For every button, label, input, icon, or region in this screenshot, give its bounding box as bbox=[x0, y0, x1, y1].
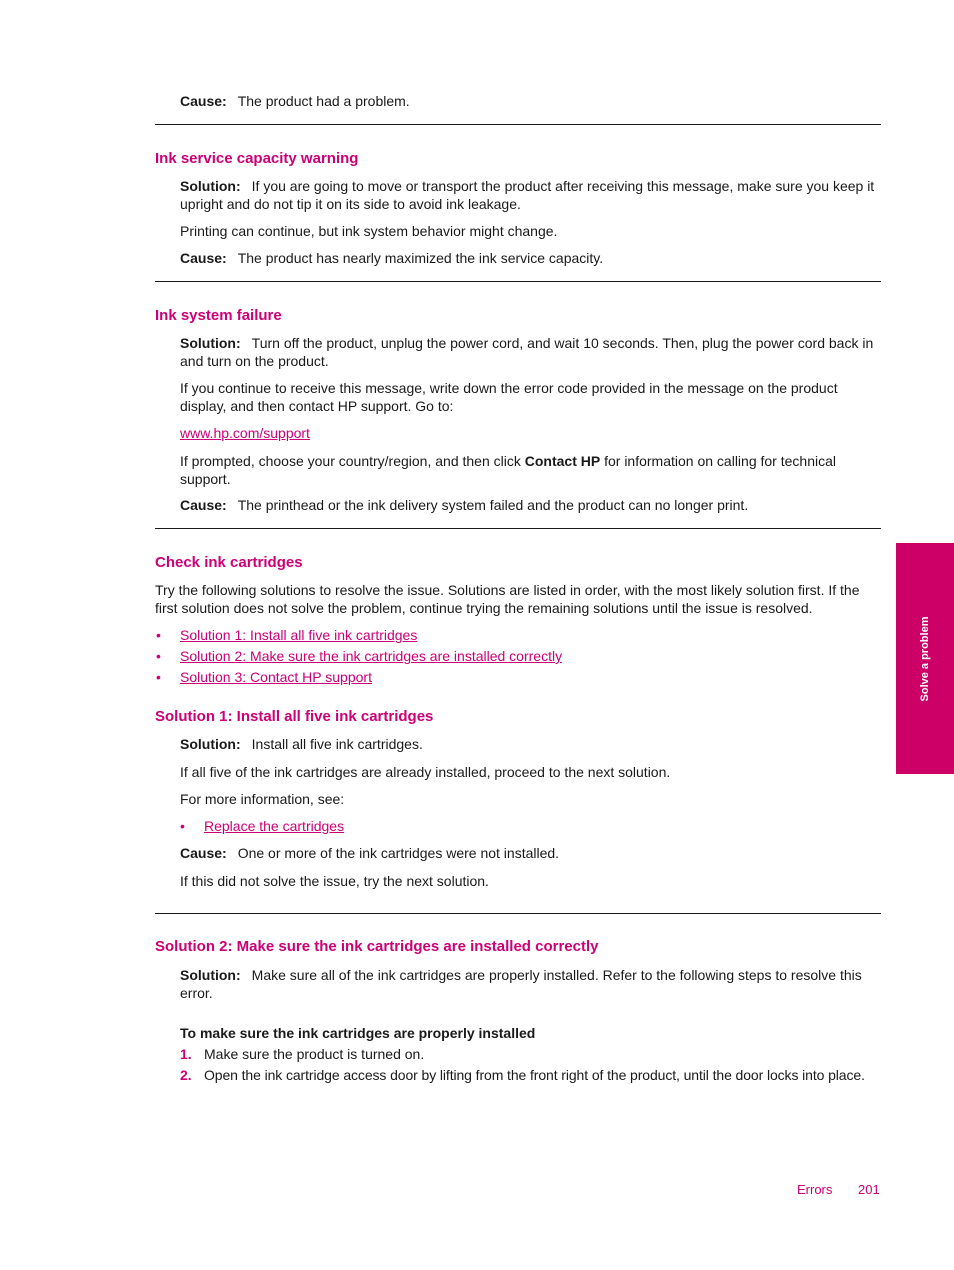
solution-text: If you are going to move or transport the product after receiving this message, make sure you keep it upright and do not tip it on its side to avoid ink leakage. bbox=[180, 178, 875, 212]
cause-label: Cause: bbox=[180, 497, 227, 513]
heading-ink-system-failure: Ink system failure bbox=[155, 307, 282, 324]
divider bbox=[155, 281, 881, 282]
solution1-para: If all five of the ink cartridges are already installed, proceed to the next solution. bbox=[180, 764, 671, 780]
side-tab bbox=[896, 543, 954, 774]
ink-failure-cause bbox=[180, 496, 882, 514]
bullet-icon: • bbox=[156, 648, 161, 664]
ink-failure-prompt bbox=[180, 452, 882, 488]
cause-label: Cause: bbox=[180, 250, 227, 266]
solution-text: Turn off the product, unplug the power cord, and wait 10 seconds. Then, plug the power cord back in and turn on the product. bbox=[180, 335, 874, 369]
solution1-more-info: For more information, see: bbox=[180, 791, 345, 807]
ink-service-note: Printing can continue, but ink system behavior might change. bbox=[180, 223, 558, 239]
ink-service-solution bbox=[180, 177, 882, 213]
solution-text: Make sure all of the ink cartridges are properly installed. Refer to the following steps to resolve this error. bbox=[180, 967, 862, 1001]
link-solution-1[interactable]: Solution 1: Install all five ink cartridges bbox=[180, 627, 418, 643]
solution-label: Solution: bbox=[180, 967, 241, 983]
cause-text: The product had a problem. bbox=[237, 93, 410, 109]
hp-support-link[interactable]: www.hp.com/support bbox=[180, 425, 310, 441]
link-solution-3[interactable]: Solution 3: Contact HP support bbox=[180, 669, 372, 685]
step-number: 2. bbox=[180, 1067, 192, 1083]
solution-text: Install all five ink cartridges. bbox=[251, 736, 423, 752]
heading-solution-1: Solution 1: Install all five ink cartridges bbox=[155, 708, 434, 725]
prompt-text-end: for information on calling for technical support. bbox=[180, 453, 836, 487]
ink-failure-para: If you continue to receive this message, write down the error code provided in the message on the product display, and then contact HP support. Go to: bbox=[180, 380, 838, 414]
link-replace-cartridges[interactable]: Replace the cartridges bbox=[204, 818, 345, 834]
bullet-icon: • bbox=[156, 627, 161, 643]
bullet-icon: • bbox=[156, 669, 161, 685]
solution1-solution bbox=[180, 735, 882, 753]
step-text: Make sure the product is turned on. bbox=[204, 1046, 425, 1062]
solution-label: Solution: bbox=[180, 736, 241, 752]
heading-ink-service-capacity-warning: Ink service capacity warning bbox=[155, 150, 359, 167]
divider bbox=[155, 913, 881, 914]
solution1-next: If this did not solve the issue, try the next solution. bbox=[180, 873, 489, 889]
page-number: 201 bbox=[858, 1182, 880, 1197]
cause-text: One or more of the ink cartridges were not installed. bbox=[237, 845, 560, 861]
cause-text: The product has nearly maximized the ink service capacity. bbox=[237, 250, 604, 266]
side-tab-label: Solve a problem bbox=[919, 616, 931, 702]
bullet-icon: • bbox=[180, 818, 185, 834]
footer-section: Errors bbox=[797, 1182, 833, 1197]
link-solution-2[interactable]: Solution 2: Make sure the ink cartridges are installed correctly bbox=[180, 648, 563, 664]
procedure-title: To make sure the ink cartridges are properly installed bbox=[180, 1025, 536, 1041]
heading-solution-2: Solution 2: Make sure the ink cartridges are installed correctly bbox=[155, 938, 599, 955]
divider bbox=[155, 528, 881, 529]
divider bbox=[155, 124, 881, 125]
top-cause bbox=[180, 92, 882, 110]
contact-hp-label: Contact HP bbox=[524, 453, 601, 469]
cause-label: Cause: bbox=[180, 845, 227, 861]
solution-label: Solution: bbox=[180, 178, 241, 194]
cause-label: Cause: bbox=[180, 93, 227, 109]
ink-failure-solution bbox=[180, 334, 882, 370]
cause-text: The printhead or the ink delivery system failed and the product can no longer print. bbox=[237, 497, 749, 513]
solution-label: Solution: bbox=[180, 335, 241, 351]
step-number: 1. bbox=[180, 1046, 192, 1062]
solution1-cause bbox=[180, 844, 882, 862]
prompt-text: If prompted, choose your country/region, and then click bbox=[180, 453, 525, 469]
solution2-solution bbox=[180, 966, 882, 1002]
hp-support-link-paragraph bbox=[180, 424, 882, 442]
step-text: Open the ink cartridge access door by lifting from the front right of the product, until the door locks into place. bbox=[204, 1067, 865, 1083]
ink-service-cause bbox=[180, 249, 882, 267]
check-cartridges-intro: Try the following solutions to resolve the issue. Solutions are listed in order, with the most likely solution first. If the first solution does not solve the problem, continue trying the remaining solutions until the issue is resolved. bbox=[155, 582, 860, 616]
heading-check-ink-cartridges: Check ink cartridges bbox=[155, 554, 303, 571]
